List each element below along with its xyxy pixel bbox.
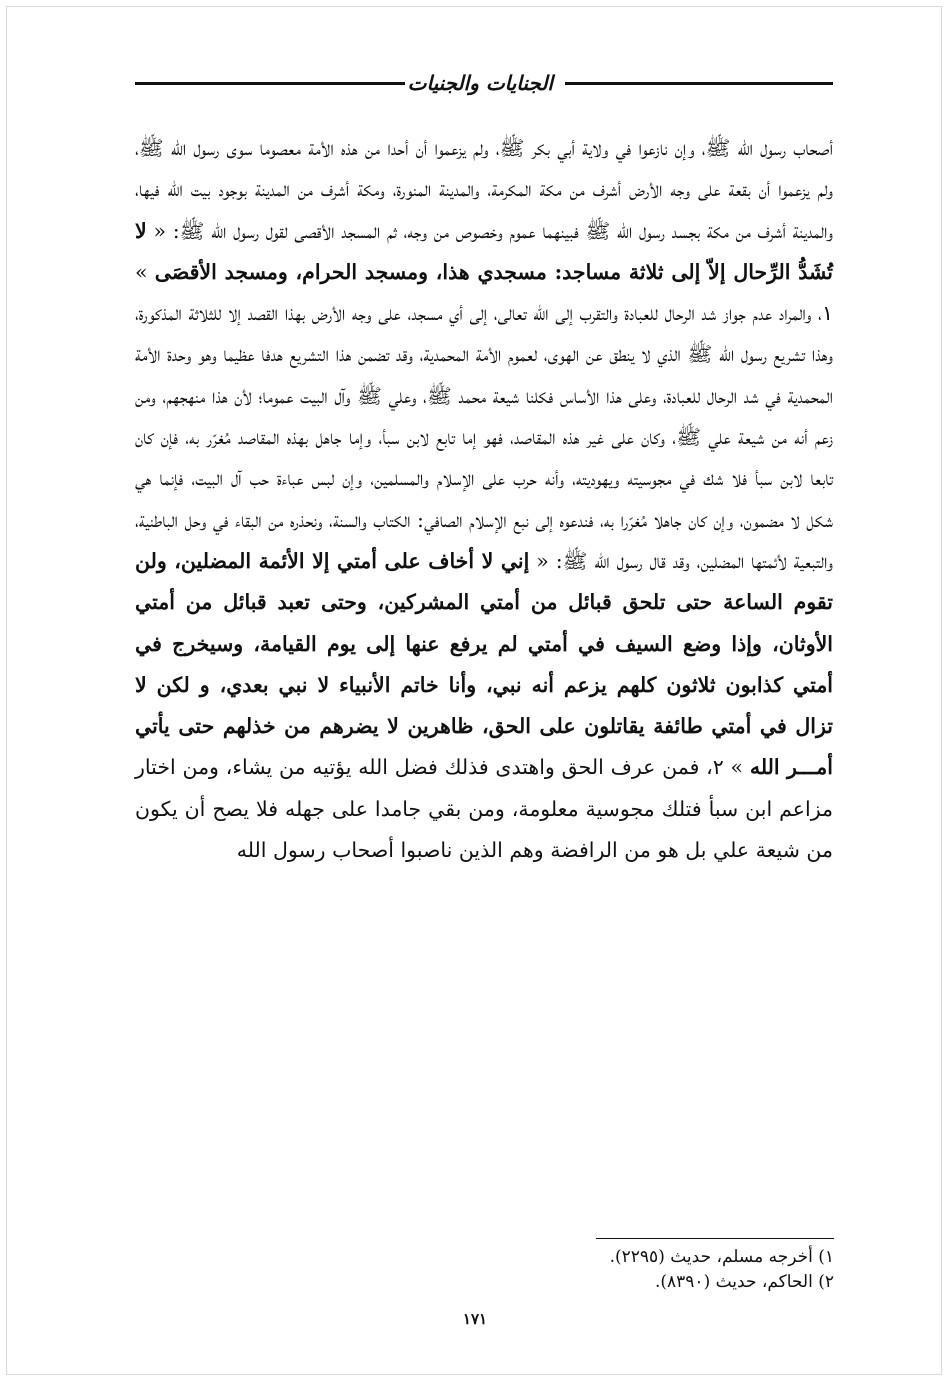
body-text xyxy=(135,128,833,871)
body-paragraph-2: » ١، والمراد عدم جواز شد الرحال للعبادة والتقرب إلى الله تعالى، إلى أي مسجد، على وجه الأرض بهذا القصد إلا للثلاثة المذكورة، وهذا تشريع رسول الله ﷺ الذي لا ينطق عن الهوى، لعموم الأمة المحمدية، وقد تضمن هذا التشريع هدفا عظيما وهو وحدة الأمة المحمدية في شد الرحال للعبادة، وعلى هذا الأساس فكلنا شيعة محمد ﷺ، وعلي ﷺ وآل البيت عموما؛ لأن هذا منهجهم، ومن زعم أنه من شيعة علي ﷺ، وكان على غير هذه المقاصد، فهو إما تابع لابن سبأ، وإما جاهل بهذه المقاصد مُغرّر به، فإن كان تابعا لابن سبأ فلا شك في مجوسيته ويهوديته، وأنه حرب على الإسلام والمسلمين، وإن لبس عباءة حب آل البيت، فإنما هي شكل لا مضمون، وإن كان جاهلا مُغرّرا به، فندعوه إلى نبع الإسلام الصافي: الكتاب والسنة، ونحذره من البقاء في وحل الباطنية، والتبعية لأئمتها المضلين، وقد قال رسول الله ﷺ: « xyxy=(135,259,833,573)
footnotes xyxy=(450,1245,834,1295)
page-number: ١٧١ xyxy=(462,1310,488,1328)
header-title: الجنايات والجنيات xyxy=(407,71,553,95)
header-rule-right xyxy=(565,82,833,85)
footnote-1: ١) أخرجه مسلم، حديث (٢٢٩٥). xyxy=(609,1247,834,1267)
body-paragraph-1: أصحاب رسول الله ﷺ، وإن نازعوا في ولاية أبي بكر ﷺ، ولم يزعموا أن أحدا من هذه الأمة معصوما سوى رسول الله ﷺ، ولم يزعموا أن بقعة على وجه الأرض أشرف من مكة المكرمة، والمدينة المنورة، ومكة أشرف من المدينة بوجود بيت الله فيها، والمدينة أشرف من مكة بجسد رسول الله ﷺ فبينهما عموم وخصوص من وجه، ثم المسجد الأقصى لقول رسول الله ﷺ: « xyxy=(135,136,833,243)
hadith-quote-1: لا تُشَدُّ الرِّحال إلاّ إلى ثلاثة مساجد: مسجدي هذا، ومسجد الحرام، ومسجد الأقصَى xyxy=(135,218,833,284)
hadith-quote-2: إني لا أخاف على أمتي إلا الأئمة المضلين، ولن تقوم الساعة حتى تلحق قبائل من أمتي المشركين، وحتى تعبد قبائل من أمتي الأوثان، وإذا وضع السيف في أمتي لم يرفع عنها إلى يوم القيامة، وسيخرج في أمتي كذابون ثلاثون كلهم يزعم أنه نبي، وأنا خاتم الأنبياء لا نبي بعدي، و لكن لا تزال في أمتي طائفة يقاتلون على الحق، ظاهرين لا يضرهم من خذلهم حتى يأتي أمـــر الله xyxy=(135,548,833,780)
running-header xyxy=(135,66,833,106)
footnote-2: ٢) الحاكم، حديث (٨٣٩٠). xyxy=(654,1272,834,1292)
body-paragraph-3: » ٢، فمن عرف الحق واهتدى فذلك فضل الله يؤتيه من يشاء، ومن اختار مزاعم ابن سبأ فتلك مجوسية معلومة، ومن بقي جامدا على جهله فلا يصح أن يكون من شيعة علي بل هو من الرافضة وهم الذين ناصبوا أصحاب رسول الله xyxy=(135,755,833,863)
footnote-separator xyxy=(596,1238,834,1239)
header-rule-left xyxy=(135,82,405,85)
